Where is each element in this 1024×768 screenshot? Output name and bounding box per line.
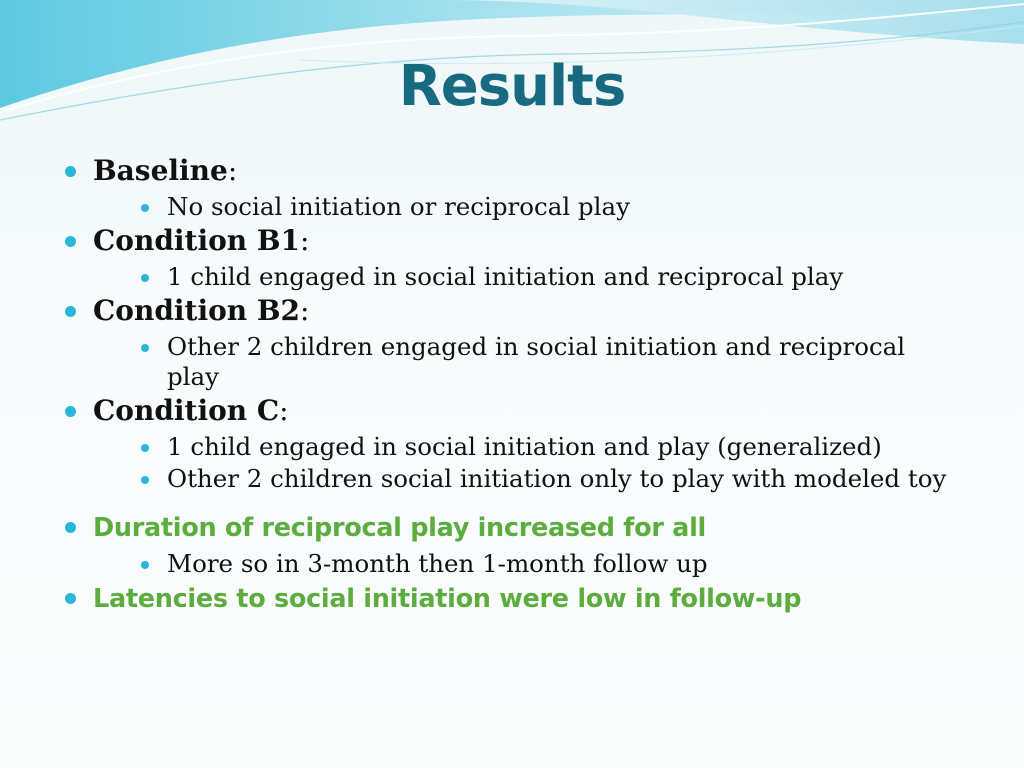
list-item-finding-duration [60, 508, 960, 579]
item-colon: : [300, 224, 310, 257]
sub-list [93, 549, 960, 579]
list-item-condition-b2 [60, 292, 960, 392]
finding-text: Duration of reciprocal play increased for all [93, 513, 706, 543]
sub-list [93, 192, 960, 222]
list-item-condition-b1 [60, 222, 960, 292]
item-colon: : [300, 294, 310, 327]
slide-title: Results [398, 54, 626, 119]
bullet-icon [65, 306, 76, 317]
sub-list [93, 432, 960, 494]
bullet-icon [65, 593, 76, 604]
sub-item-text: No social initiation or reciprocal play [167, 192, 630, 221]
sub-item [93, 549, 960, 579]
sub-item-text: 1 child engaged in social initiation and play (generalized) [167, 432, 882, 461]
sub-item-text: 1 child engaged in social initiation and reciprocal play [167, 262, 844, 291]
item-heading: Condition B2 [93, 294, 301, 327]
list-item-finding-latencies [60, 579, 960, 618]
sub-list [93, 262, 960, 292]
item-heading: Condition C [93, 394, 280, 427]
sub-item [93, 464, 960, 494]
item-colon: : [227, 154, 238, 187]
bullet-icon [141, 444, 149, 452]
item-heading: Baseline [93, 154, 228, 187]
sub-list [93, 332, 960, 392]
finding-text: Latencies to social initiation were low in follow-up [93, 584, 802, 614]
sub-item-text: Other 2 children engaged in social initiation and reciprocal play [167, 332, 906, 391]
bullet-icon [141, 344, 149, 352]
bullet-icon [65, 522, 76, 533]
item-heading: Condition B1 [93, 224, 301, 257]
bullet-icon [141, 204, 149, 212]
bullet-icon [65, 166, 76, 177]
sub-item-text: More so in 3-month then 1-month follow up [167, 549, 708, 578]
conditions-list [60, 152, 960, 618]
sub-item [93, 262, 960, 292]
bullet-icon [65, 406, 76, 417]
item-colon: : [279, 394, 289, 427]
bullet-icon [65, 236, 76, 247]
list-item-condition-c [60, 392, 960, 494]
bullet-icon [141, 476, 149, 484]
sub-item-text: Other 2 children social initiation only to play with modeled toy [167, 464, 947, 493]
bullet-icon [141, 561, 149, 569]
bullet-icon [141, 274, 149, 282]
sub-item [93, 192, 960, 222]
sub-item [93, 432, 960, 462]
sub-item [93, 332, 960, 392]
list-item-baseline [60, 152, 960, 222]
bullet-content [60, 152, 960, 618]
